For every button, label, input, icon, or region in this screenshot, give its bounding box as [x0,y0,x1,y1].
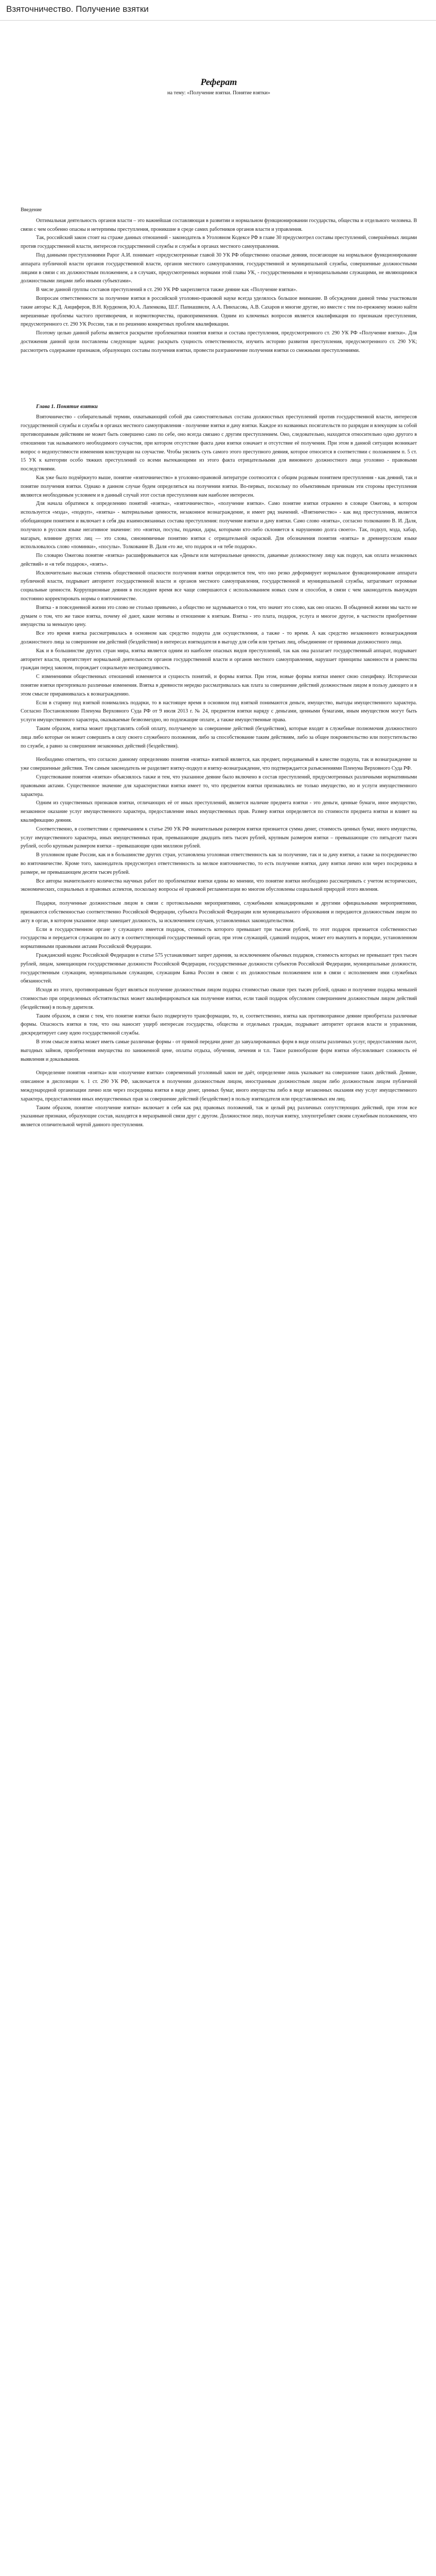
paragraph: Необходимо отметить, что согласно данному определению понятия «взятка» взяткой является, как предмет, передаваемый в качестве подкупа, так и вознаграждение за уже совершенные действия. Тем самым законодатель не разделяет взятку-подкуп и взятку-вознаграждение, что подтверждается разъяснениями Пленума Верховного Суда РФ. [21,757,417,772]
paragraph: Таким образом, в связи с тем, что понятие взятки было подвергнуто трансформации, то, и, соответственно, взятка как противоправное деяние приобретала различные формы. Опасность взятки в том, что она наносит ущерб интересам государства, общества и отдельных граждан, подрывает авторитет органов власти и управления, дискредитирует саму идею государственной службы. [21,1013,417,1037]
section-2 [21,756,417,894]
paragraph: Гражданский кодекс Российской Федерации в статье 575 устанавливает запрет дарения, за исключением обычных подарков, стоимость которых не превышает трех тысяч рублей, лицам, замещающим государственные должности Российской Федерации, государственные должности субъектов Российской Федерации, муниципальные должности, государственным служащим, муниципальным служащим, служащим Банка России в связи с их должностным положением или в связи с исполнением ими служебных обязанностей. [21,952,417,985]
paragraph: Поэтому целью данной работы является раскрытие проблематики понятия взятки и состава преступления, предусмотренного ст. 290 УК РФ «Получение взятки». Для достижения данной цели поставлены следующие задачи: раскрыть сущность ответственности, изучить историю развития преступления, предусмотренного ст. 290 УК; рассмотреть содержание признаков, образующих составы получения взятки, провести разграничение получения взятки со смежными преступлениями. [21,330,417,353]
paragraph: Все авторы значительного количества научных работ по проблематике взятки едины во мнении, что понятие взятки необходимо рассматривать с учетом исторических, экономических, социальных и правовых аспектов, поскольку вопросы её правовой регламентации во многом обусловлены социальной природой этого явления. [21,878,417,893]
paragraph: Если в государственном органе у служащего имеется подарок, стоимость которого превышает три тысячи рублей, то этот подарок признается собственностью государства и передается служащим по акту в соответствующий государственный орган, при этом служащий, сдавший подарок, может его выкупить в порядке, установленном нормативными правовыми актами Российской Федерации. [21,926,417,950]
chapter-1-heading: Глава 1. Понятие взятки [36,403,98,410]
closing-section [21,1069,417,1130]
page-header [0,0,436,21]
paragraph: Таким образом, понятие «получение взятки» включает в себя как ряд правовых положений, так и целый ряд различных сопутствующих действий, при этом все указанные признаки, образующие состав, находятся в неразрывной связи друг с другом. Должностное лицо, получая взятку, злоупотребляет своим служебным положением, что является отличительной чертой данного преступления. [21,1105,417,1128]
paragraph: Если в старину под взяткой понимались подарки, то в настоящее время в основном под взяткой понимаются деньги, имущество, выгоды имущественного характера. Согласно Постановлению Пленума Верховного Суда РФ от 9 июля 2013 г. № 24, предметом взятки наряду с деньгами, ценными бумагами, иным имуществом могут быть услуги имущественного характера, оказываемые безвозмездно, но подлежащие оплате, а также имущественные права. [21,700,417,723]
page-title: Взяточничество. Получение взятки [6,4,149,14]
document-body [21,21,417,1150]
paragraph: Под данными преступлениями Рарог А.И. понимает «предусмотренные главой 30 УК РФ общественно опасные деяния, посягающие на нормальное функционирование аппарата публичной власти органов государственной власти, органов местного самоуправления, государственной и муниципальной службы, совершенные должностными лицами в связи с их должностным положением, а в случаях, предусмотренных нормами этой главы УК, - государственными и муниципальными служащими, не являющимися должностными лицами либо иными субъектами». [21,252,417,284]
paragraph: Определение понятия «взятка» или «получение взятки» современный уголовный закон не даёт, определение лишь указывает на совершение таких действий. Деяние, описанное в диспозиции ч. 1 ст. 290 УК РФ, заключается в получении должностным лицом, иностранным должностным лицом либо должностным лицом публичной международной организации лично или через посредника взятки в виде денег, ценных бумаг, иного имущества либо в виде незаконных оказания ему услуг имущественного характера, предоставления иных имущественных прав за совершение действий (бездействие) в пользу взяткодателя или представляемых им лиц. [21,1070,417,1102]
document-subtitle: на тему: «Получение взятки. Понятие взятки» [167,90,270,96]
paragraph: Исключительно высокая степень общественной опасности получения взятки определяется тем, что оно резко деформирует нормальное функционирование аппарата публичной власти, подрывает авторитет государственной власти и органов местного самоуправления, государственной и муниципальной службы, затрагивает огромные социальные ценности. Коррупционные деяния в последнее время все чаще совершаются с использованием новых схем и способов, в связи с чем законодатель вынужден постоянно корректировать нормы о взяточничестве. [21,570,417,602]
paragraph: Для начала обратимся к определению понятий «взятка», «взяточничество», «получение взятки». Само понятие взятки отражено в словаре Ожегова, в котором используется «мзда», «подкуп», «взятка» - материальные ценности, незаконное вознаграждение, и имеет ряд значений. «Взятничество» - как вид преступления, является обобщающим понятием и включает в себя два взаимосвязанных состава преступления: получение взятки и дачу взятки. Само слово «взятка», согласно толкованию В. И. Даля, получило в русском языке негативное значение: это «взятки, посулы, подачки, дары, которыми кто-либо склоняется к нарушению долга своего». Так, подкуп, мзда, хабар, магарыч, влияние других лиц — это слова, синонимичные понятию взятки с отрицательной окраской. Для обозначения понятия «взятка» в древнерусском языке использовалось слово «поминки», «посулы». Толкование В. Даля «то же, что подарок и «я тебе подарок». [21,501,417,550]
paragraph: Исходя из этого, противоправным будет являться получение должностным лицом подарка стоимостью свыше трех тысяч рублей, однако и получение подарка меньшей стоимостью при определенных обстоятельствах может квалифицироваться как получение взятки, если такой подарок обусловлен совершением должностным лицом действий (бездействия) в пользу дарителя. [21,987,417,1010]
paragraph: В числе данной группы составов преступлений в ст. 290 УК РФ закрепляется также деяние как «Получение взятки». [36,287,298,293]
paragraph: Взяточничество - собирательный термин, охватывающий собой два самостоятельных состава должностных преступлений против государственной власти, интересов государственной службы и службы в органах местного самоуправления - получение взятки и дачу взятки. Каждое из названных посягательств по разрядам и влекущим за собой противоправным действиям не может быть совершено само по себе, оно всегда связано с другим преступлением. Оно, следовательно, находится относительно одно другого в отношении так называемого необходимого соучастия, при котором отсутствие факта дачи взятки означает и отсутствие её получения. При этом в данной ситуации возникает вопрос о недопустимости изменения конструкции на соучастие. Чтобы уяснить суть самого этого преступного деяния, которое относится в соответствии с положением п. 5 ст. 15 УК к категории особо тяжких преступлений со всеми вытекающими из этого факта отрицательными для виновного должностного лица уголовно - правовыми последствиями. [21,414,417,472]
paragraph: С изменениями общественных отношений изменяется и сущность понятий, и формы взятки. При этом, новые формы взятки имеют свою специфику. Исторически понятие взятки претерпевало различные изменения. Взятка в древности нередко рассматривалась как плата за совершение действий должностным лицом в пользу дающего и в этом смысле приравнивалась к вознаграждению. [21,674,417,697]
paragraph: По словарю Ожегова понятие «взятка» расшифровывается как «Деньги или материальные ценности, даваемые должностному лицу как подкуп, как оплата незаконных действий» и «я тебе подарок», «взять». [21,553,417,567]
section-3 [21,900,417,1064]
paragraph: Как уже было подчёркнуто выше, понятие «взяточничество» в уголовно-правовой литературе соотносится с общим родовым понятием преступления - как деяний, так и понятие получения взятки. Однако в данном случае будем определяться на получении взятки. Во-первых, поскольку по объективным причинам эти стороны преступления являются необходимым условием и в данный случай этот состав преступления нам наиболее интересен. [21,474,417,498]
paragraph: Вопросам ответственности за получение взятки в российской уголовно-правовой науке всегда уделялось большое внимание. В обсуждении данной темы участвовали такие авторы: К.Д. Анциферов, В.Н. Курдюмов, Ю.А. Лапенкова, Ш.Г. Папиашвили, А.А. Пинхасова, А.В. Сахаров и многие другие, но вместе с тем по-прежнему можно найти нерешенные проблемы частого противоречия, и нормотворчества, правоприменения. Одним из ключевых вопросов является квалификация по признакам преступления, предусмотренного ст. 290 УК России, так и по решению конкретных проблем квалификации. [21,295,417,328]
paragraph: В уголовном праве России, как и в большинстве других стран, установлена уголовная ответственность как за получение, так и за дачу взятки, а также за посредничество во взяточничестве. Кроме того, законодатель предусмотрел ответственность за мелкое взяточничество, то есть получение взятки, дачу взятки лично или через посредника в размере, не превышающем десяти тысяч рублей. [21,852,417,875]
paragraph: Как и в большинстве других стран мира, взятка является одним из наиболее опасных видов преступлений, так как она разлагает государственный аппарат, подрывает авторитет власти, препятствует нормальной деятельности органов государственной власти и органов местного самоуправления, нарушает принципы законности и равенства граждан перед законом, порождает социальную несправедливость. [21,648,417,671]
paragraph: Одним из существенных признаков взятки, отличающих её от иных преступлений, является наличие предмета взятки - это деньги, ценные бумаги, иное имущество, незаконное оказание услуг имущественного характера, предоставление иных имущественных прав. Размер взятки определяется по стоимости предмета взятки и влияет на квалификацию деяния. [21,800,417,823]
paragraph: Подарки, полученные должностным лицом в связи с протокольными мероприятиями, служебными командировками и другими официальными мероприятиями, признаются собственностью соответственно Российской Федерации, субъекта Российской Федерации или муниципального образования и передаются должностным лицом по акту в орган, в котором указанное лицо замещает должность, за исключением случаев, установленных законодательством. [21,901,417,924]
paragraph: Все это время взятка рассматривалась в основном как средство подкупа для осуществления, а также - то время. А как средство незаконного вознаграждения должностного лица за совершение им действий (бездействия) в интересах взяткодателя в выгоду для себя или третьих лиц, объединение от принимая должностного лица. [21,631,417,646]
introduction-section [21,217,417,355]
paragraph: Соответственно, в соответствии с примечанием к статье 290 УК РФ значительным размером взятки признается сумма денег, стоимость ценных бумаг, иного имущества, услуг имущественного характера, иных имущественных прав, превышающие двадцать пять тысяч рублей, крупным размером взятки – превышающие сто пятьдесят тысяч рублей, особо крупным размером взятки – превышающие один миллион рублей. [21,826,417,850]
paragraph: Взятка - в повседневной жизни это слово не столько привычно, а общество не задумывается о том, что значит это слово, как оно опасно. В обыденной жизни мы часто не думаем о том, что же такое взятка, почему её дают, какие мотивы и отношение к взяткам. Взятка - это плата, подарок, услуга и многое другое, в частности приобретение имущества за меньшую цену. [21,604,417,628]
paragraph: Существование понятия «взятки» объяснялось также и тем, что указанное деяние было включено в состав преступлений, предусмотренных различными нормативными правовыми актами. Существенное значение для характеристики взятки имеет то, что предметом взятки признавались не только имущество, но и услуги имущественного характера. [21,774,417,798]
paragraph: В этом смысле взятка может иметь самые различные формы - от прямой передачи денег до завуалированных форм в виде оплаты различных услуг, предоставления льгот, выгодных займов, приобретения имущества по заниженной цене, оплаты отдыха, обучения, лечения и т.п. Такое разнообразие форм взятки обусловливает сложность её выявления и доказывания. [21,1039,417,1062]
paragraph: Таким образом, взятка может представлять собой оплату, получаемую за совершение действий (бездействия), которые входят в служебные полномочия должностного лица либо которые он может совершить в силу своего служебного положения, либо за способствование таким действиям, либо за общее покровительство или попустительство по службе, а равно за совершение незаконных действий (бездействия). [21,726,417,749]
paragraph: Оптимальная деятельность органов власти – это важнейшая составляющая в развитии и нормальном функционировании государства, общества и отдельного человека. В связи с чем особенно опасны и нетерпимы преступления, проникшие в среде самих работников органов власти и управления. [21,217,417,232]
introduction-heading: Введение [21,207,42,213]
paragraph: Так, российский закон стоит на страже данных отношений - законодатель в Уголовном Кодексе РФ в главе 30 предусмотрел составы преступлений, совершённых лицами против государственной власти, интересов государственной службы и службы в органах местного самоуправления. [21,235,417,250]
chapter-1-section [21,413,417,751]
document-title: Реферат [200,77,237,87]
